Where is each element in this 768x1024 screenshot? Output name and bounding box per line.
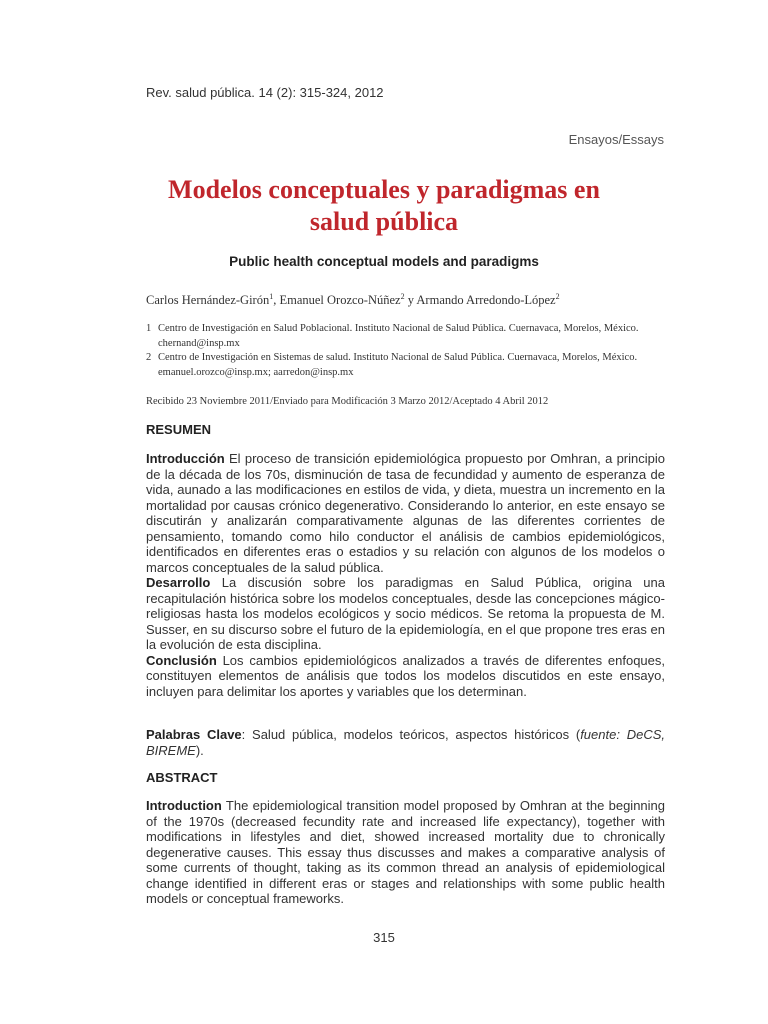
resumen-conclusion	[146, 653, 665, 700]
author-2-affiliation: 2	[400, 292, 405, 301]
paragraph-label: Desarrollo	[146, 575, 211, 590]
author-separator: ,	[273, 293, 280, 308]
keywords-text: : Salud pública, modelos teóricos, aspectos históricos (	[241, 727, 581, 742]
affiliation-text: Centro de Investigación en Salud Poblacional. Instituto Nacional de Salud Pública. Cuernavaca, Morelos, México. chernand@insp.mx	[158, 323, 639, 349]
author-2: Emanuel Orozco-Núñez	[279, 293, 401, 308]
author-1: Carlos Hernández-Girón	[146, 293, 270, 308]
author-list	[146, 292, 666, 308]
resumen-body	[146, 451, 665, 699]
paragraph-text: The epidemiological transition model proposed by Omhran at the beginning of the 1970s (decreased fecundity rate and increased life expectancy), together with modifications in lifestyles and diet, showed increased mortality due to chronically degenerative causes. This essay thus discusses and makes a comparative analysis of some currents of thought, taking as its common thread an analysis of epidemiological change identified in different eras or stages and relationships with some public health models or conceptual frameworks.	[146, 798, 665, 906]
keywords-source: fuente: DeCS, BIREME	[146, 727, 665, 758]
paragraph-label: Conclusión	[146, 652, 217, 668]
abstract-heading: ABSTRACT	[146, 770, 218, 785]
keywords	[146, 727, 665, 758]
paragraph-label: Introduction	[146, 798, 222, 813]
author-3-affiliation: 2	[555, 292, 560, 301]
abstract-introduction	[146, 798, 665, 907]
affiliation-number: 1	[146, 323, 152, 334]
author-3: Armando Arredondo-López	[416, 293, 556, 308]
page-number: 315	[373, 930, 395, 945]
affiliation-2	[146, 350, 668, 380]
title-line-1: Modelos conceptuales y paradigmas en	[168, 175, 600, 204]
author-1-affiliation: 1	[269, 292, 274, 301]
affiliation-1	[146, 321, 668, 351]
section-label: Ensayos/Essays	[568, 132, 664, 147]
keywords-label: Palabras Clave	[146, 727, 242, 742]
article-subtitle: Public health conceptual models and paradigms	[229, 254, 539, 269]
author-separator: y	[404, 293, 417, 308]
title-line-2: salud pública	[309, 207, 459, 236]
resumen-desarrollo	[146, 575, 665, 653]
paragraph-text: Los cambios epidemiológicos analizados a través de diferentes enfoques, constituyen elementos de análisis que todos los modelos discutidos en este ensayo, incluyen para delimitar los aportes y variables que los determinan.	[146, 652, 665, 699]
resumen-heading: RESUMEN	[146, 422, 212, 437]
paragraph-text: El proceso de transición epidemiológica propuesto por Omhran, a principio de la década de los 70s, disminución de tasa de fecundidad y aumento de esperanza de vida, aunado a las modificaciones en estilos de vida, y dieta, muestra un incremento en la mortalidad por causas crónico degenerativo. Considerando lo anterior, en este ensayo se discutirán y analizarán comparativamente algunas de las diferentes corrientes de pensamiento, tomando como hilo conductor el análisis de cambios epidemiológicos, identificados en diferentes eras o estadios y su relación con algunos de los modelos o marcos conceptuales de la salud pública.	[146, 451, 665, 575]
abstract-body	[146, 798, 665, 907]
paragraph-label: Introducción	[146, 451, 225, 466]
resumen-introduccion	[146, 451, 665, 575]
submission-dates: Recibido 23 Noviembre 2011/Enviado para Modificación 3 Marzo 2012/Aceptado 4 Abril 2012	[146, 396, 549, 407]
affiliation-number: 2	[146, 352, 152, 363]
journal-citation: Rev. salud pública. 14 (2): 315-324, 2012	[146, 85, 384, 100]
affiliation-text: Centro de Investigación en Sistemas de salud. Instituto Nacional de Salud Pública. Cuernavaca, Morelos, México. emanuel.orozco@insp.mx; aarredon@insp.mx	[158, 352, 638, 378]
paragraph-text: La discusión sobre los paradigmas en Salud Pública, origina una recapitulación histórica sobre los modelos conceptuales, desde las concepciones mágico-religiosas hasta los modelos ecológicos y socio médicos. Se retoma la propuesta de M. Susser, en su discurso sobre el futuro de la epidemiología, en el que propone tres eras en la evolución de esta disciplina.	[146, 575, 665, 652]
article-title	[100, 174, 668, 238]
keywords-end: ).	[195, 742, 204, 758]
